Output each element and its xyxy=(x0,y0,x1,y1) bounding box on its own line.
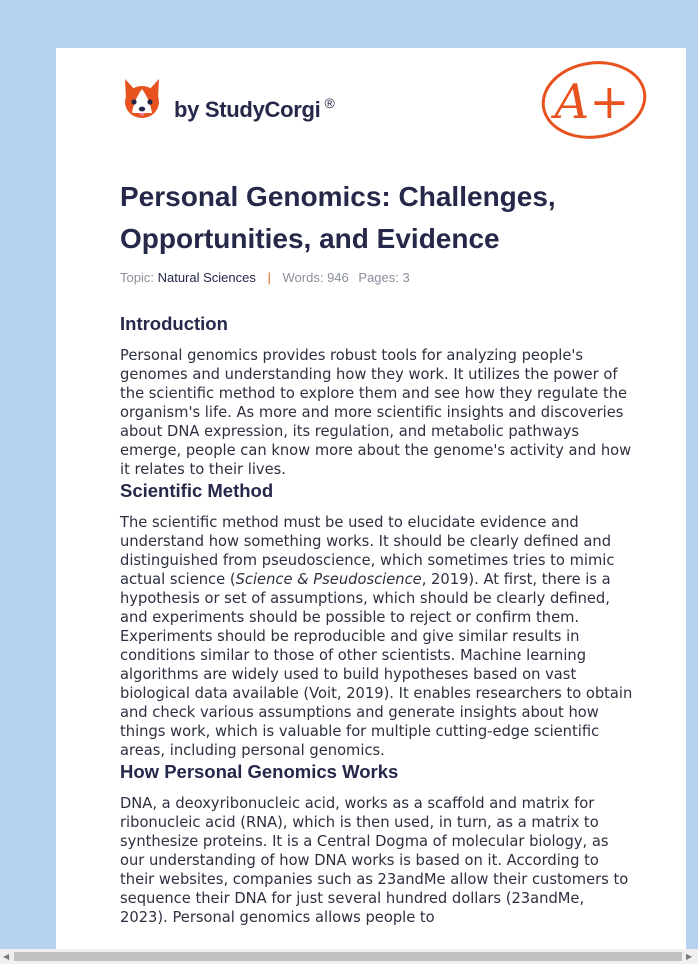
grade-badge xyxy=(538,60,650,146)
corgi-logo-icon xyxy=(122,77,162,121)
section-heading: How Personal Genomics Works xyxy=(120,761,399,782)
paragraph-text: , 2019). At first, there is a hypothesis or set of assumptions, which should be clearly defined, and experiments should be possible to reject or confirm them. Experiments should be reproducible and give similar results in conditions similar to those of other scientists. Machine learning algorithms are widely used to build hypotheses based on vast biological data available (Voit, 2019). It enables researchers to obtain and check various assumptions and generate insights about how things work, which is valuable for multiple cutting-edge scientific areas, including personal genomics. xyxy=(120,571,633,759)
pages-label: Pages: xyxy=(358,270,399,285)
scrollbar-thumb[interactable] xyxy=(14,952,682,961)
grade-text: A+ xyxy=(554,74,630,130)
brand-name: by StudyCorgi ® xyxy=(174,95,335,122)
section-paragraph xyxy=(120,513,635,760)
a-plus-grade-icon xyxy=(538,60,650,142)
registered-mark: ® xyxy=(324,95,335,111)
pages-count: 3 xyxy=(402,270,410,285)
scroll-right-icon[interactable]: ▶ xyxy=(686,952,693,961)
document-body xyxy=(120,312,635,927)
topic-label: Topic: xyxy=(120,270,154,285)
brand-header[interactable] xyxy=(122,76,335,122)
meta-separator: | xyxy=(267,270,271,285)
words-count: 946 xyxy=(327,270,349,285)
section-paragraph: DNA, a deoxyribonucleic acid, works as a scaffold and matrix for ribonucleic acid (RNA), which is then used, in turn, as a matrix to synthesize proteins. It is a Central Dogma of molecular biology, as our understanding of how DNA works is based on it. According to their websites, companies such as 23andMe allow their customers to sequence their DNA for just several hundred dollars (23andMe, 2023). Personal genomics allows people to xyxy=(120,795,629,926)
document-title: Personal Genomics: Challenges, Opportunities, and Evidence xyxy=(120,181,556,254)
paragraph-text: The scientific method must be used to elucidate evidence and understand how something works. It should be clearly defined and distinguished from pseudoscience, which sometimes tries to mimic actual science ( xyxy=(120,514,615,588)
section-paragraph: Personal genomics provides robust tools for analyzing people's genomes and understanding how they work. It utilizes the power of the scientific method to explore them and see how they regulate the organism's life. As more and more scientific insights and discoveries about DNA expression, its regulation, and metabolic pathways emerge, people can know more about the genome's activity and how it relates to their lives. xyxy=(120,347,632,478)
citation-title: Science & Pseudoscience xyxy=(235,571,422,588)
words-label: Words: xyxy=(282,270,324,285)
horizontal-scrollbar[interactable] xyxy=(0,949,698,964)
section-heading: Introduction xyxy=(120,313,228,334)
scroll-left-icon[interactable]: ◀ xyxy=(3,952,10,961)
topic-link[interactable]: Natural Sciences xyxy=(157,270,256,285)
section-heading: Scientific Method xyxy=(120,480,274,501)
document-meta xyxy=(120,270,410,285)
document-page xyxy=(56,48,686,964)
